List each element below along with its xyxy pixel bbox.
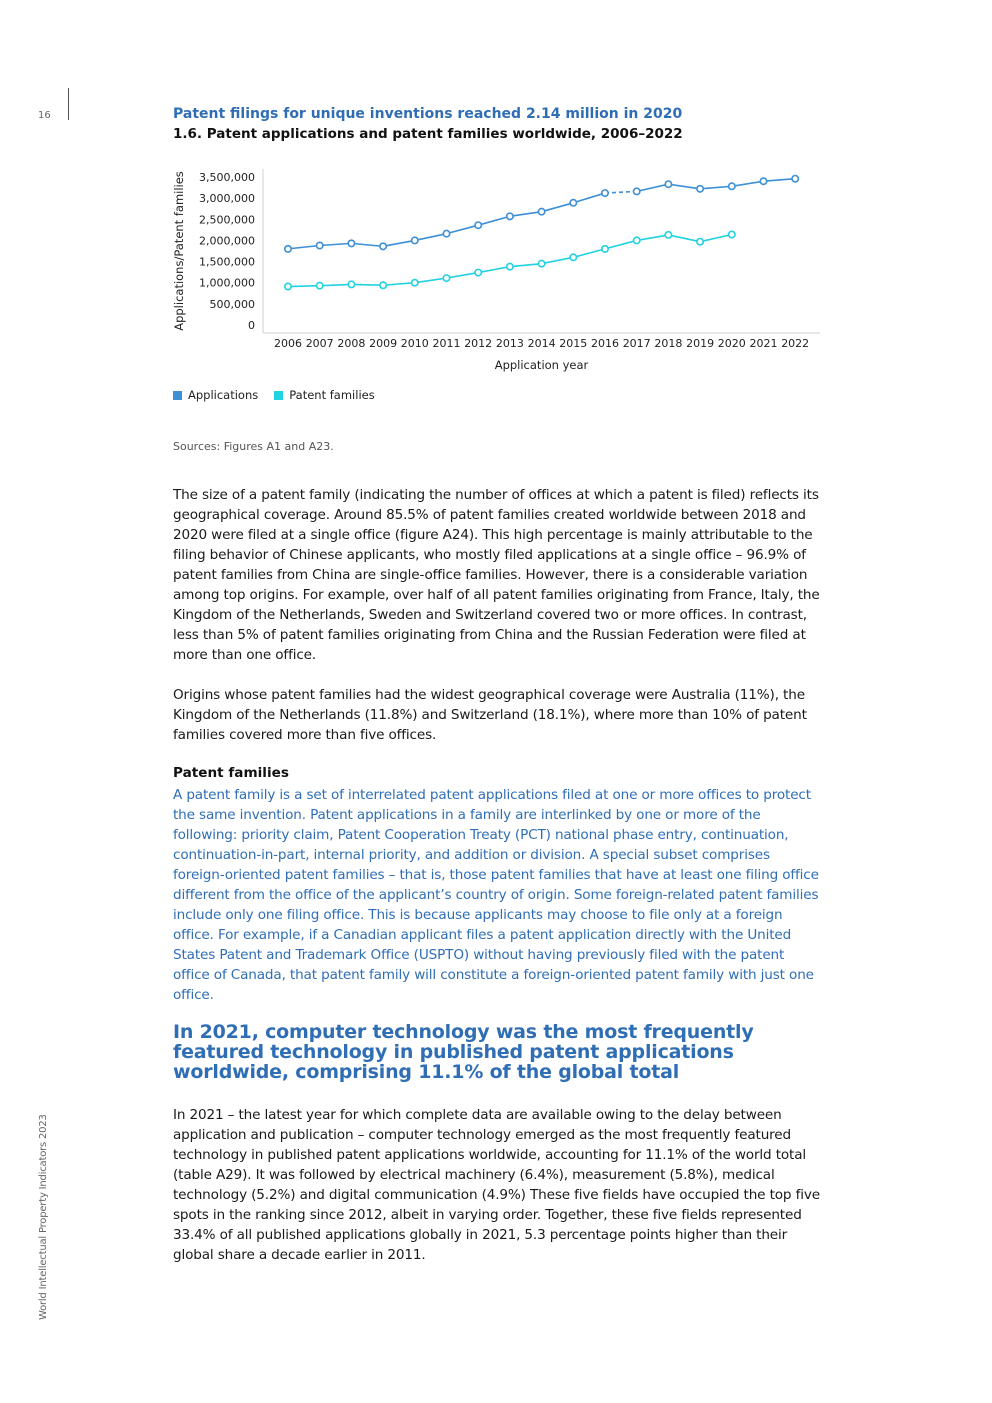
box-title: Patent families <box>173 765 289 781</box>
series-line-patent-families <box>415 278 447 283</box>
x-tick-label: 2006 <box>274 337 302 350</box>
series-line-applications <box>510 212 542 217</box>
x-tick-label: 2009 <box>369 337 398 350</box>
x-tick-label: 2012 <box>464 337 493 350</box>
data-point-applications <box>538 208 544 214</box>
series-line-patent-families <box>447 273 479 278</box>
data-point-applications <box>697 186 703 192</box>
series-line-patent-families <box>478 267 510 273</box>
section-heading: In 2021, computer technology was the most frequently featured technology in published patent applications worldwide, comprising 11.1% of the global total <box>173 1021 754 1083</box>
publication-title: World Intellectual Property Indicators 2023 <box>38 1114 49 1320</box>
legend-item-applications <box>173 388 258 402</box>
legend-swatch-applications <box>173 391 182 400</box>
figure-sources: Sources: Figures A1 and A23. <box>173 440 334 453</box>
series-line-patent-families <box>351 284 383 285</box>
data-point-applications <box>602 190 608 196</box>
figure-title: 1.6. Patent applications and patent families worldwide, 2006–2022 <box>173 126 683 142</box>
data-point-patent-families <box>538 260 544 266</box>
data-point-patent-families <box>570 254 576 260</box>
series-line-applications <box>764 179 796 182</box>
series-line-patent-families <box>637 235 669 240</box>
data-point-patent-families <box>665 232 671 238</box>
data-point-patent-families <box>317 282 323 288</box>
header-rule <box>68 88 69 120</box>
x-tick-label: 2008 <box>337 337 366 350</box>
series-line-patent-families <box>605 240 637 248</box>
data-point-patent-families <box>285 283 291 289</box>
data-point-applications <box>380 243 386 249</box>
data-point-applications <box>475 222 481 228</box>
series-line-applications <box>288 246 320 249</box>
paragraph-family-size: The size of a patent family (indicating the number of offices at which a patent is filed) reflects its geographical coverage. Around 85.5% of patent families created worldwide between 2018 and 2020 were filed at a single office (figure A24). This high percentage is mainly attributable to the filing behavior of Chinese applicants, who mostly filed applications at a single office – 96.9% of patent families from China are single-office families. However, there is a considerable variation among top origins. For example, over half of all patent families originating from France, Italy, the Kingdom of the Netherlands, Sweden and Switzerland covered two or more offices. In contrast, less than 5% of patent families originating from China and the Russian Federation were filed at more than one office. <box>173 487 820 663</box>
data-point-applications <box>285 246 291 252</box>
x-tick-label: 2007 <box>305 337 334 350</box>
x-tick-label: 2017 <box>622 337 651 350</box>
data-point-patent-families <box>475 269 481 275</box>
y-axis-title: Applications/Patent families <box>172 171 186 331</box>
series-line-applications <box>732 181 764 186</box>
data-point-patent-families <box>412 280 418 286</box>
data-point-applications <box>443 230 449 236</box>
x-tick-label: 2014 <box>527 337 556 350</box>
series-line-patent-families <box>700 235 732 242</box>
x-tick-label: 2011 <box>432 337 461 350</box>
figure-kicker: Patent filings for unique inventions reached 2.14 million in 2020 <box>173 106 683 122</box>
y-tick-label: 2,000,000 <box>199 234 255 248</box>
y-tick-label: 2,500,000 <box>199 213 255 227</box>
series-line-patent-families <box>320 284 352 285</box>
x-tick-label: 2019 <box>686 337 715 350</box>
legend-label-patent-families: Patent families <box>289 388 375 402</box>
data-point-patent-families <box>443 275 449 281</box>
paragraph-geographical-coverage: Origins whose patent families had the widest geographical coverage were Australia (11%), the Kingdom of the Netherlands (11.8%) and Switzerland (18.1%), where more than 10% of patent families covered more than five offices. <box>173 687 807 743</box>
legend-label-applications: Applications <box>188 388 259 402</box>
series-line-applications <box>700 186 732 189</box>
legend-item-patent-families <box>274 388 374 402</box>
x-tick-label: 2020 <box>717 337 746 350</box>
series-line-applications <box>383 240 415 246</box>
series-line-patent-families <box>288 286 320 287</box>
data-point-patent-families <box>602 246 608 252</box>
line-chart <box>165 160 830 375</box>
series-line-applications <box>478 216 510 225</box>
data-point-patent-families <box>634 237 640 243</box>
series-line-applications <box>605 191 637 193</box>
page-number: 16 <box>38 110 51 121</box>
y-tick-label: 0 <box>248 319 255 332</box>
x-tick-label: 2015 <box>559 337 588 350</box>
data-point-patent-families <box>729 231 735 237</box>
chart-legend <box>173 388 375 402</box>
data-point-applications <box>570 200 576 206</box>
x-tick-label: 2018 <box>654 337 683 350</box>
y-tick-label: 500,000 <box>209 297 255 311</box>
series-line-applications <box>573 193 605 203</box>
data-point-applications <box>412 237 418 243</box>
series-line-patent-families <box>573 249 605 257</box>
series-line-patent-families <box>668 235 700 242</box>
paragraph-computer-technology: In 2021 – the latest year for which complete data are available owing to the delay between application and publication – computer technology emerged as the most frequently featured technology in published patent applications worldwide, accounting for 11.1% of the world total (table A29). It was followed by electrical machinery (6.4%), measurement (5.8%), medical technology (5.2%) and digital communication (4.9%) These five fields have occupied the top five spots in the ranking since 2012, albeit in varying order. Together, these five fields represented 33.4% of all published applications globally in 2021, 5.3 percentage points higher than their global share a decade earlier in 2011. <box>173 1107 820 1263</box>
box-text: A patent family is a set of interrelated patent applications filed at one or more offices to protect the same invention. Patent applications in a family are interlinked by one or more of the following: priority claim, Patent Cooperation Treaty (PCT) national phase entry, continuation, continuation-in-part, internal priority, and addition or division. A special subset comprises foreign-oriented patent families – that is, those patent families that have at least one filing office different from the office of the applicant’s country of origin. Some foreign-related patent families include only one filing office. This is because applicants may choose to file only at a foreign office. For example, if a Canadian applicant files a patent application directly with the United States Patent and Trademark Office (USPTO) without having previously filed with the patent office of Canada, that patent family will constitute a foreign-oriented patent family with just one office. <box>173 787 819 1003</box>
data-point-applications <box>729 183 735 189</box>
data-point-applications <box>317 242 323 248</box>
series-line-applications <box>320 243 352 245</box>
series-line-applications <box>447 225 479 233</box>
data-point-applications <box>792 175 798 181</box>
data-point-applications <box>634 188 640 194</box>
x-axis-title: Application year <box>494 358 589 372</box>
y-tick-label: 3,500,000 <box>199 171 255 184</box>
y-tick-label: 1,500,000 <box>199 255 255 269</box>
series-line-applications <box>542 203 574 212</box>
series-line-applications <box>351 243 383 246</box>
data-point-patent-families <box>697 238 703 244</box>
series-line-applications <box>637 184 669 191</box>
data-point-applications <box>507 213 513 219</box>
data-point-applications <box>348 240 354 246</box>
x-tick-label: 2016 <box>591 337 619 350</box>
data-point-patent-families <box>507 263 513 269</box>
series-line-applications <box>668 184 700 189</box>
data-point-applications <box>665 181 671 187</box>
x-tick-label: 2021 <box>749 337 778 350</box>
x-tick-label: 2022 <box>781 337 810 350</box>
series-line-applications <box>415 234 447 241</box>
series-line-patent-families <box>542 257 574 263</box>
data-point-patent-families <box>348 281 354 287</box>
series-line-patent-families <box>510 264 542 267</box>
data-point-patent-families <box>380 282 386 288</box>
x-tick-label: 2010 <box>400 337 429 350</box>
y-tick-label: 3,000,000 <box>199 192 255 206</box>
series-line-patent-families <box>383 283 415 286</box>
x-tick-label: 2013 <box>495 337 524 350</box>
data-point-applications <box>760 178 766 184</box>
y-tick-label: 1,000,000 <box>199 276 255 290</box>
legend-swatch-patent-families <box>274 391 283 400</box>
